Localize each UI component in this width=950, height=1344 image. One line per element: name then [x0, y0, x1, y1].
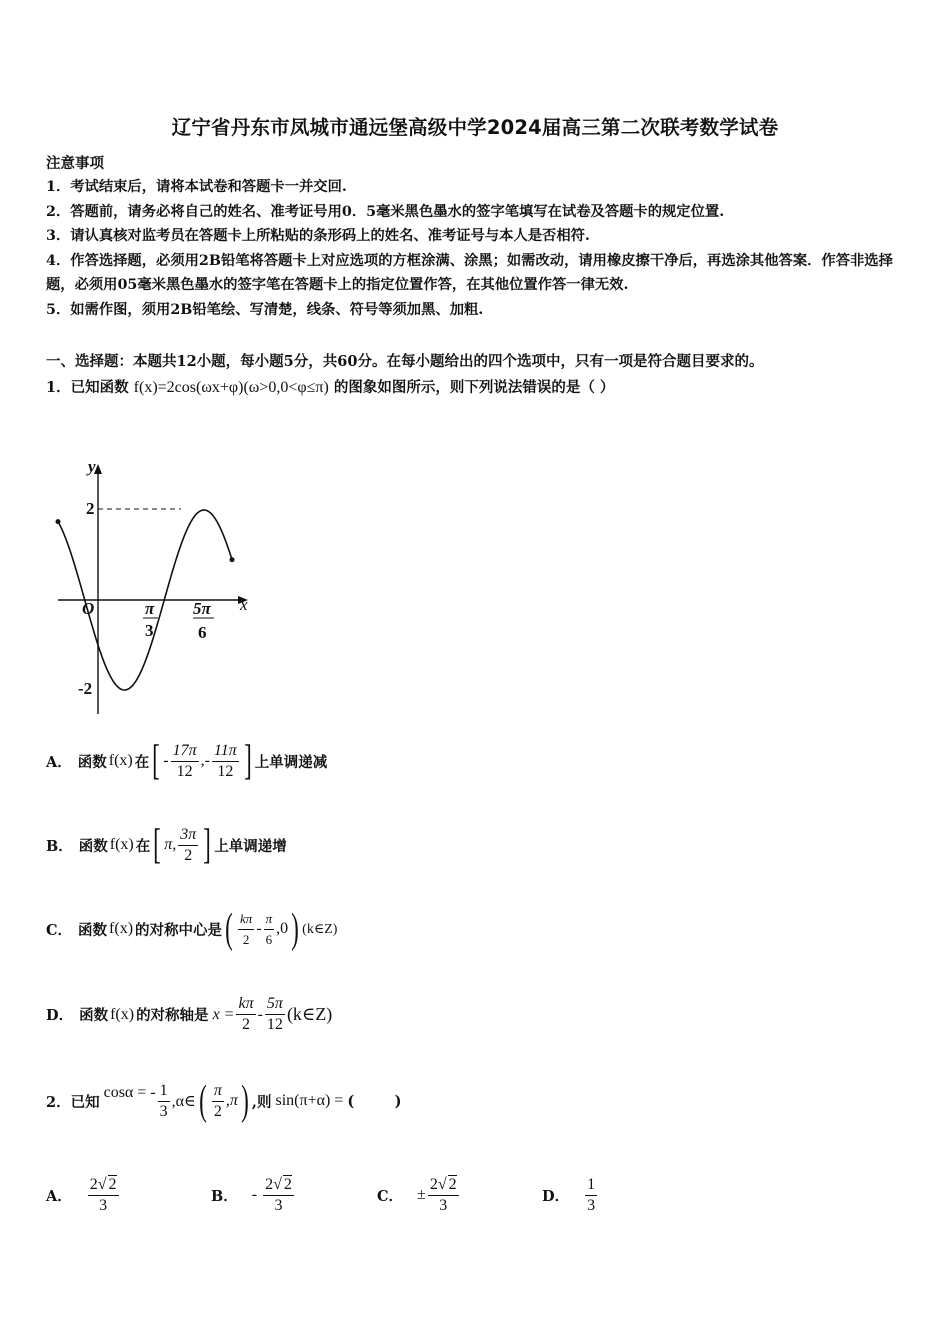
- numerator: 2√ 2: [263, 1175, 294, 1196]
- numerator: 1: [585, 1175, 597, 1196]
- condition: (k∈Z): [286, 1004, 333, 1024]
- x-tick1-numerator: π: [145, 599, 155, 618]
- denominator: 3: [439, 1196, 448, 1214]
- minus-sign: -: [163, 752, 169, 769]
- fraction: [263, 1175, 294, 1216]
- y-axis-label: y: [88, 457, 96, 476]
- option-text: 在: [135, 837, 151, 855]
- option-label: D．: [542, 1187, 570, 1205]
- q2-mid: ,α∈: [171, 1093, 196, 1110]
- option-label: B．: [46, 837, 73, 855]
- sign: -: [251, 1186, 258, 1203]
- x-tick1-denominator: 3: [145, 621, 154, 640]
- coefficient: 2: [429, 1175, 438, 1193]
- q1-formula: f(x)=2cos(ωx+φ)(ω>0,0<φ≤π): [133, 379, 329, 396]
- option-text: 的对称轴是: [136, 1007, 209, 1024]
- left-bracket: [: [152, 738, 161, 784]
- right-bracket: ]: [203, 822, 212, 868]
- option-text: 函数: [78, 837, 108, 855]
- q1-option-d[interactable]: [46, 994, 332, 1035]
- tail: ,0: [276, 920, 289, 937]
- fraction: [585, 1175, 597, 1216]
- option-text: 上单调递增: [214, 837, 287, 855]
- q1-prefix: 1．已知函数: [46, 379, 129, 396]
- x-axis-label: x: [240, 595, 248, 614]
- minus-sign: -: [257, 1005, 263, 1023]
- q2-expr: sin(π+α) =: [275, 1092, 344, 1109]
- x-tick2-denominator: 6: [198, 623, 207, 642]
- y-max-label: 2: [86, 499, 95, 518]
- numerator: π: [264, 909, 275, 930]
- sign: ±: [417, 1186, 426, 1203]
- condition: (k∈Z): [302, 921, 338, 937]
- numerator: kπ: [238, 909, 254, 930]
- fraction: [428, 1175, 459, 1216]
- notice-item: 5．如需作图，须用2B铅笔绘、写清楚，线条、符号等须加黑、加粗.: [46, 301, 484, 318]
- fraction: [238, 909, 254, 950]
- option-label: A．: [46, 753, 72, 771]
- numerator: 17π: [171, 741, 199, 762]
- fraction: [212, 741, 239, 782]
- x-tick2-numerator: 5π: [193, 599, 211, 618]
- option-label: A．: [46, 1187, 72, 1205]
- right-bracket: ]: [243, 738, 252, 784]
- fraction: [88, 1175, 119, 1216]
- numerator: 1: [158, 1081, 170, 1102]
- fx: f(x): [108, 752, 133, 769]
- fx: f(x): [109, 836, 134, 853]
- x-equals: x =: [212, 1005, 235, 1023]
- pi-comma: π,: [164, 836, 177, 853]
- denominator: 6: [265, 931, 273, 947]
- numerator: 2√ 2: [428, 1175, 459, 1196]
- denominator: 3: [159, 1102, 168, 1120]
- minus-sign: -: [256, 920, 262, 937]
- denominator: 2: [213, 1102, 222, 1120]
- fx: f(x): [109, 920, 134, 937]
- q2-then: ,则: [251, 1093, 272, 1111]
- left-paren: (: [225, 906, 233, 952]
- question-1-stem: [46, 376, 614, 397]
- option-label: C．: [46, 921, 73, 939]
- q2-blank: ( ): [347, 1092, 402, 1110]
- q1-option-b[interactable]: [46, 824, 287, 866]
- notice-heading: 注意事项: [46, 155, 104, 172]
- fraction: [158, 1081, 170, 1122]
- left-paren: (: [199, 1078, 207, 1124]
- q2-cos: cosα = -: [103, 1084, 156, 1101]
- function-graph: [48, 452, 258, 717]
- fx: f(x): [110, 1005, 135, 1023]
- q2-option-a[interactable]: [46, 1165, 121, 1225]
- coefficient: 2: [89, 1175, 98, 1193]
- notice-item: 4．作答选择题，必须用2B铅笔将答题卡上对应选项的方框涂满、涂黑；如需改动，请用橡皮擦干净后，再选涂其他答案．作答非选择题，必须用05毫米黑色墨水的签字笔在答题卡上的指定位置作答，在其他位置作答一律无效.: [46, 252, 893, 293]
- q2-pi: ,π: [225, 1092, 238, 1109]
- radicand: 2: [108, 1175, 117, 1193]
- denominator: 3: [99, 1196, 108, 1214]
- notice-item: 1．考试结束后，请将本试卷和答题卡一并交回.: [46, 179, 347, 195]
- denominator: 12: [176, 762, 193, 780]
- option-label: C．: [377, 1187, 404, 1205]
- numerator: 11π: [212, 741, 239, 762]
- page-title: 辽宁省丹东市凤城市通远堡高级中学2024届高三第二次联考数学试卷: [171, 116, 779, 139]
- numerator: 2√ 2: [88, 1175, 119, 1196]
- q2-option-b[interactable]: [211, 1165, 296, 1225]
- right-paren: ): [241, 1078, 249, 1124]
- notice-item: 2．答题前，请务必将自己的姓名、准考证号用0．5毫米黑色墨水的签字笔填写在试卷及答题卡的规定位置.: [46, 203, 725, 220]
- radicand: 2: [283, 1175, 292, 1193]
- origin-label: O: [82, 599, 95, 618]
- q1-option-c[interactable]: [46, 908, 337, 950]
- coefficient: 2: [265, 1175, 274, 1193]
- fraction: [178, 825, 198, 866]
- option-text: 函数: [79, 1007, 109, 1024]
- option-text: 函数: [77, 753, 107, 771]
- curve-start-point: [56, 519, 61, 524]
- option-text: 上单调递减: [254, 753, 328, 771]
- y-min-label: -2: [78, 679, 93, 698]
- q2-options: [0, 1165, 950, 1225]
- fraction: [236, 994, 255, 1035]
- option-label: D．: [46, 1007, 74, 1024]
- option-label: B．: [211, 1187, 238, 1205]
- question-2-stem: [46, 1080, 401, 1122]
- fraction: [171, 741, 199, 782]
- fraction: [212, 1081, 224, 1122]
- numerator: π: [212, 1081, 224, 1102]
- left-bracket: [: [153, 822, 162, 868]
- denominator: 12: [217, 762, 234, 780]
- numerator: 5π: [265, 994, 285, 1015]
- q2-prefix: 2．已知: [46, 1093, 100, 1111]
- numerator: kπ: [236, 994, 255, 1015]
- q1-suffix: 的图象如图所示，则下列说法错误的是（ ）: [333, 379, 615, 396]
- right-paren: ): [291, 906, 300, 952]
- denominator: 12: [266, 1016, 283, 1033]
- curve-end-point: [230, 557, 235, 562]
- option-text: 的对称中心是: [135, 921, 223, 939]
- fraction: [264, 909, 275, 950]
- q2-option-c[interactable]: [377, 1165, 461, 1225]
- denominator: 2: [184, 846, 193, 864]
- denominator: 3: [274, 1196, 283, 1214]
- q1-option-a[interactable]: [46, 740, 327, 782]
- notice-list: [46, 175, 908, 322]
- section-heading: 一、选择题：本题共12小题，每小题5分，共60分。在每小题给出的四个选项中，只有一项是符合题目要求的。: [46, 353, 764, 370]
- option-text: 在: [134, 753, 150, 771]
- q2-option-d[interactable]: [542, 1165, 599, 1225]
- denominator: 3: [587, 1196, 596, 1214]
- option-text: 函数: [78, 921, 108, 939]
- denominator: 2: [242, 931, 250, 947]
- comma-minus: ,-: [200, 752, 210, 769]
- denominator: 2: [242, 1016, 251, 1033]
- notice-item: 3．请认真核对监考员在答题卡上所粘贴的条形码上的姓名、准考证号与本人是否相符.: [46, 228, 590, 244]
- numerator: 3π: [178, 825, 198, 846]
- radicand: 2: [448, 1175, 457, 1193]
- fraction: [265, 994, 285, 1035]
